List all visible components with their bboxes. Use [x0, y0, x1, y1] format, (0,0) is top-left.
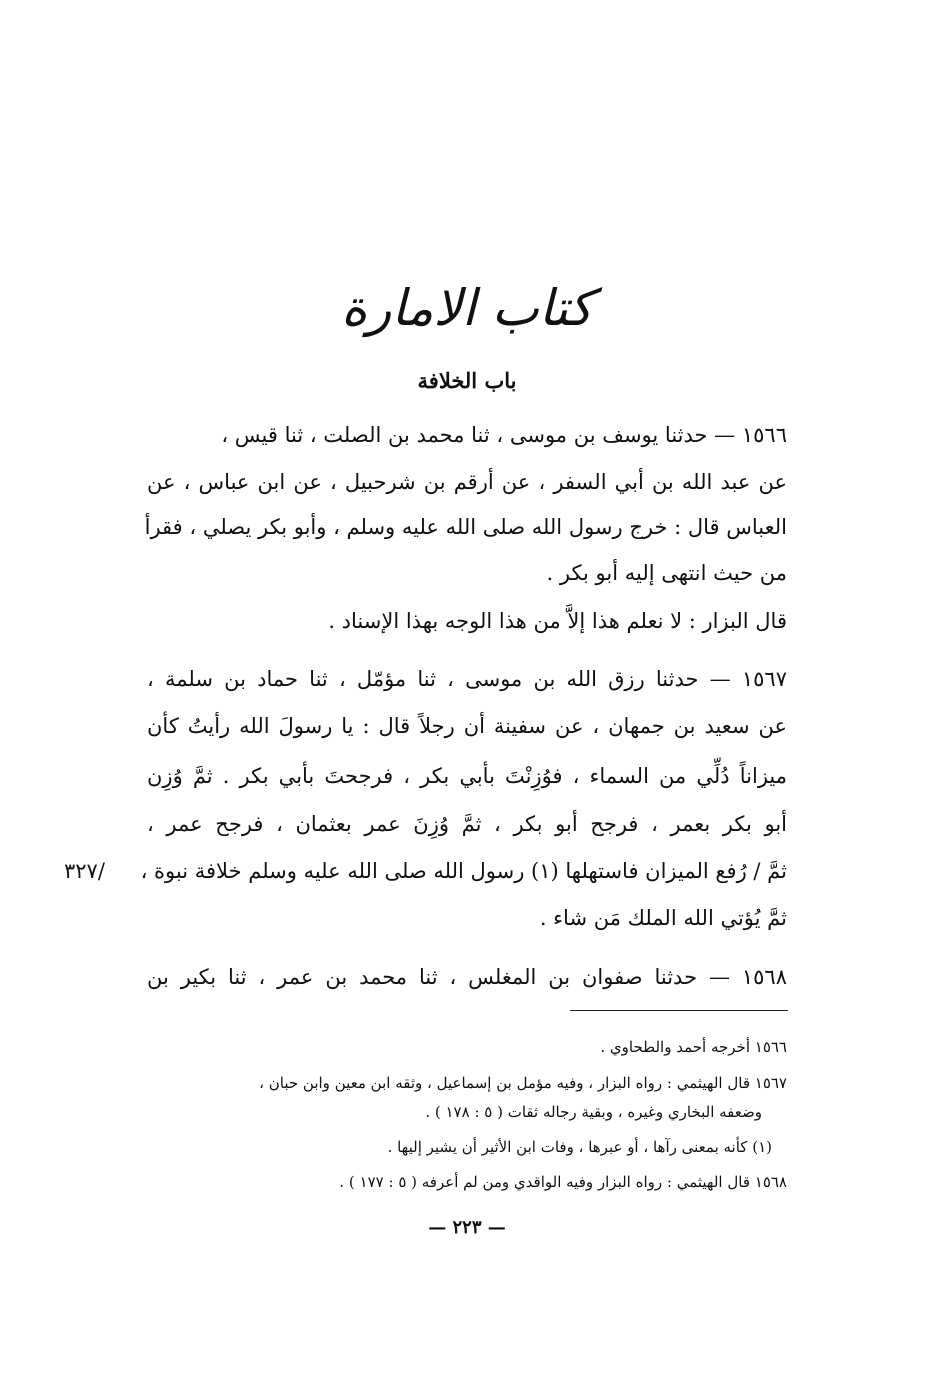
footnote-1567-line-1: ١٥٦٧ قال الهيثمي : رواه البزار ، وفيه مؤمل بن إسماعيل ، وثقه ابن معين وابن حبان ، — [259, 1074, 787, 1092]
hadith-1567-line-4: أبو بكر بعمر ، فرجح أبو بكر ، ثمَّ وُزِنَ عمر بعثمان ، فرجح عمر ، — [147, 812, 787, 836]
chapter-title: باب الخلافة — [417, 368, 517, 393]
hadith-1566-line-1: ١٥٦٦ — حدثنا يوسف بن موسى ، ثنا محمد بن الصلت ، ثنا قيس ، — [221, 423, 787, 447]
hadith-1566-line-2: عن عبد الله بن أبي السفر ، عن أرقم بن شرحبيل ، عن ابن عباس ، عن — [147, 470, 787, 494]
hadith-1566-line-4: من حيث انتهى إليه أبو بكر . — [546, 561, 787, 585]
hadith-1567-line-2: عن سعيد بن جمهان ، عن سفينة أن رجلاً قال : يا رسولَ الله رأيتُ كأن — [147, 714, 787, 738]
hadith-1567-line-5: ثمَّ / رُفع الميزان فاستهلها (١) رسول الله صلى الله عليه وسلم خلافة نبوة ، — [140, 859, 787, 883]
hadith-1566-comment: قال البزار : لا نعلم هذا إلاَّ من هذا الوجه بهذا الإسناد . — [328, 609, 787, 633]
footnote-note-1: (١) كأنه بمعنى رآها ، أو عبرها ، وفات ابن الأثير أن يشير إليها . — [387, 1138, 772, 1156]
hadith-1567-line-1: ١٥٦٧ — حدثنا رزق الله بن موسى ، ثنا مؤمّل ، ثنا حماد بن سلمة ، — [147, 667, 787, 691]
margin-page-reference: ٣٢٧/ — [64, 859, 105, 883]
hadith-1567-line-3: ميزاناً دُلِّي من السماء ، فوُزِنْتَ بأبي بكر ، فرجحتَ بأبي بكر . ثمَّ وُزِن — [147, 764, 787, 788]
footnote-separator — [570, 1010, 788, 1011]
hadith-1566-line-3: العباس قال : خرج رسول الله صلى الله عليه وسلم ، وأبو بكر يصلي ، فقرأ — [144, 515, 787, 539]
footnote-1568: ١٥٦٨ قال الهيثمي : رواه البزار وفيه الواقدي ومن لم أعرفه ( ٥ : ١٧٧ ) . — [339, 1173, 787, 1191]
footnote-1567-line-2: وضعفه البخاري وغيره ، وبقية رجاله ثقات ( ٥ : ١٧٨ ) . — [425, 1103, 762, 1121]
footnote-1566: ١٥٦٦ أخرجه أحمد والطحاوي . — [600, 1038, 787, 1056]
page-number: — ٢٢٣ — — [428, 1217, 506, 1238]
hadith-1567-line-6: ثمَّ يُؤتي الله الملك مَن شاء . — [539, 906, 787, 930]
hadith-1568-line-1: ١٥٦٨ — حدثنا صفوان بن المغلس ، ثنا محمد بن عمر ، ثنا بكير بن — [147, 965, 787, 989]
book-title: كتاب الامارة — [341, 279, 593, 337]
